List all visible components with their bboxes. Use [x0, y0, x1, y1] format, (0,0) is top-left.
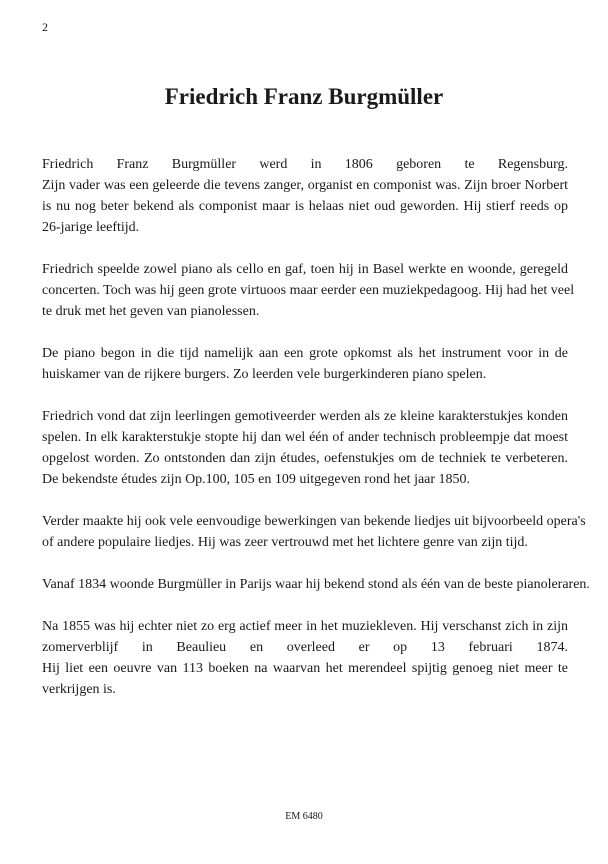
text-line: Friedrich speelde zowel piano als cello en gaf, toen hij in Basel werkte en woonde, geregeld — [42, 262, 568, 277]
text-line: verkrijgen is. — [42, 682, 116, 697]
paragraph — [42, 343, 568, 385]
text-line: huiskamer van de rijkere burgers. Zo leerden vele burgerkinderen piano spelen. — [42, 367, 487, 382]
body-text — [42, 154, 590, 721]
paragraph — [42, 406, 568, 490]
paragraph — [42, 511, 586, 553]
text-line: Vanaf 1834 woonde Burgmüller in Parijs waar hij bekend stond als één van de beste pianoleraren. — [42, 577, 590, 592]
text-line: Friedrich vond dat zijn leerlingen gemotiveerder werden als ze kleine karakterstukjes konden — [42, 409, 568, 424]
text-line: Verder maakte hij ook vele eenvoudige bewerkingen van bekende liedjes uit bijvoorbeeld opera's — [42, 514, 586, 529]
footer-catalog-number: EM 6480 — [285, 811, 323, 822]
text-line: concerten. Toch was hij geen grote virtuoos maar eerder een muziekpedagoog. Hij had het veel — [42, 283, 575, 298]
text-line: Friedrich Franz Burgmüller werd in 1806 geboren te Regensburg. — [42, 157, 568, 172]
text-line: Zijn vader was een geleerde die tevens zanger, organist en componist was. Zijn broer Norbert — [42, 178, 568, 193]
text-line: De piano begon in die tijd namelijk aan een grote opkomst als het instrument voor in de — [42, 346, 568, 361]
text-line: zomerverblijf in Beaulieu en overleed er op 13 februari 1874. — [42, 640, 568, 655]
paragraph — [42, 154, 568, 238]
page-title: Friedrich Franz Burgmüller — [164, 84, 444, 109]
text-line: De bekendste études zijn Op.100, 105 en 109 uitgegeven rond het jaar 1850. — [42, 472, 471, 487]
text-line: 26-jarige leeftijd. — [42, 220, 140, 235]
page-number: 2 — [42, 20, 48, 34]
text-line: Na 1855 was hij echter niet zo erg actief meer in het muziekleven. Hij verschanst zich in zijn — [42, 619, 568, 634]
text-line: is nu nog beter bekend als componist maar is helaas niet oud geworden. Hij stierf reeds op — [42, 199, 568, 214]
text-line: of andere populaire liedjes. Hij was zeer vertrouwd met het lichtere genre van zijn tijd. — [42, 535, 528, 550]
paragraph — [42, 616, 568, 700]
paragraph — [42, 259, 575, 322]
paragraph — [42, 574, 590, 595]
text-line: Hij liet een oeuvre van 113 boeken na waarvan het merendeel spijtig genoeg niet meer te — [42, 661, 568, 676]
text-line: te druk met het geven van pianolessen. — [42, 304, 260, 319]
text-line: spelen. In elk karakterstukje stopte hij dan wel één of ander technisch probleempje dat moest — [42, 430, 568, 445]
text-line: opgelost worden. Zo ontstonden dan zijn études, oefenstukjes om de techniek te verbeteren. — [42, 451, 568, 466]
